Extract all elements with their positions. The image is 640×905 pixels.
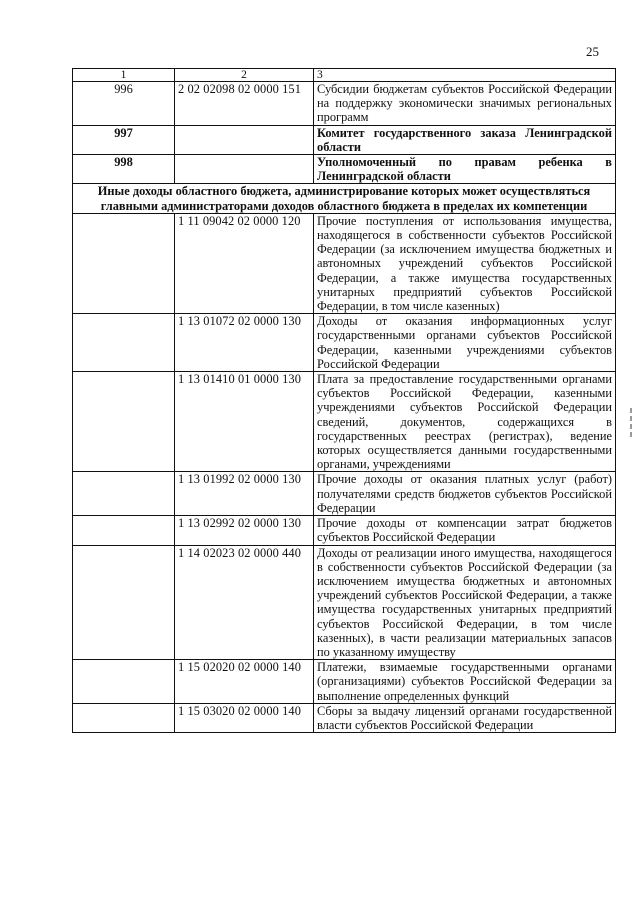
revenue-name-cell: Платежи, взимаемые государственными органами (организациями) субъектов Российской Федерации за выполнение определенных функций [314,660,616,704]
table-header-row [73,69,616,82]
table-row [73,372,616,472]
table-row [73,82,616,126]
revenue-code-cell: 1 14 02023 02 0000 440 [175,545,314,660]
revenue-name-cell: Прочие доходы от компенсации затрат бюджетов субъектов Российской Федерации [314,516,616,545]
revenue-code-cell: 1 13 01992 02 0000 130 [175,472,314,516]
column-header-2: 2 [175,69,314,82]
revenue-code-cell [175,155,314,184]
table-row [73,213,616,313]
admin-name-cell: Уполномоченный по правам ребенка в Ленинградской области [314,155,616,184]
admin-code-cell [73,660,175,704]
section-heading: Иные доходы областного бюджета, администрирование которых может осуществляться главными администраторами доходов областного бюджета в пределах их компетенции [73,184,616,213]
admin-code-cell [73,703,175,732]
scan-mark [630,432,632,437]
column-header-3: 3 [314,69,616,82]
revenue-admin-table [72,68,616,733]
revenue-code-cell: 1 13 02992 02 0000 130 [175,516,314,545]
revenue-name-cell: Сборы за выдачу лицензий органами государственной власти субъектов Российской Федерации [314,703,616,732]
revenue-code-cell: 1 11 09042 02 0000 120 [175,213,314,313]
revenue-code-cell: 1 15 02020 02 0000 140 [175,660,314,704]
admin-code-cell: 997 [73,125,175,154]
admin-code-cell [73,516,175,545]
revenue-name-cell: Плата за предоставление государственными органами субъектов Российской Федерации, казенными учреждениями субъектов Российской Федерации сведений, документов, содержащихся в государственных реестрах (регистрах), ведение которых осуществляется данными государственными органами, учреждениями [314,372,616,472]
table-row [73,155,616,184]
table-row [73,125,616,154]
table-row [73,472,616,516]
table-row [73,703,616,732]
scan-mark [630,424,632,429]
revenue-code-cell: 1 13 01072 02 0000 130 [175,314,314,372]
admin-code-cell [73,472,175,516]
admin-name-cell: Комитет государственного заказа Ленинградской области [314,125,616,154]
revenue-name-cell: Доходы от оказания информационных услуг государственными органами субъектов Российской Федерации, казенными учреждениями субъектов Российской Федерации [314,314,616,372]
admin-code-cell [73,372,175,472]
table-row [73,545,616,660]
revenue-code-cell: 1 13 01410 01 0000 130 [175,372,314,472]
scan-mark [630,416,632,421]
revenue-name-cell: Прочие поступления от использования имущества, находящегося в собственности субъектов Российской Федерации (за исключением имущества бюджетных и автономных учреждений субъектов Российской Федерации, а также имущества государственных унитарных предприятий субъектов Российской Федерации, в том числе казенных) [314,213,616,313]
scan-edge-marks [630,408,632,440]
revenue-name-cell: Доходы от реализации иного имущества, находящегося в собственности субъектов Российской Федерации (за исключением имущества бюджетных и автономных учреждений субъектов Российской Федерации, а также имущества государственных унитарных предприятий субъектов Российской Федерации, в том числе казенных), в части реализации материальных запасов по указанному имуществу [314,545,616,660]
admin-code-cell [73,314,175,372]
revenue-code-cell: 2 02 02098 02 0000 151 [175,82,314,126]
admin-code-cell: 998 [73,155,175,184]
revenue-name-cell: Субсидии бюджетам субъектов Российской Федерации на поддержку экономически значимых региональных программ [314,82,616,126]
admin-code-cell [73,213,175,313]
revenue-name-cell: Прочие доходы от оказания платных услуг (работ) получателями средств бюджетов субъектов Российской Федерации [314,472,616,516]
revenue-code-cell: 1 15 03020 02 0000 140 [175,703,314,732]
table-row [73,516,616,545]
column-header-1: 1 [73,69,175,82]
scan-mark [630,408,632,413]
section-heading-row [73,184,616,213]
page-number: 25 [586,44,599,59]
table-row [73,314,616,372]
table-row [73,660,616,704]
admin-code-cell: 996 [73,82,175,126]
admin-code-cell [73,545,175,660]
revenue-code-cell [175,125,314,154]
